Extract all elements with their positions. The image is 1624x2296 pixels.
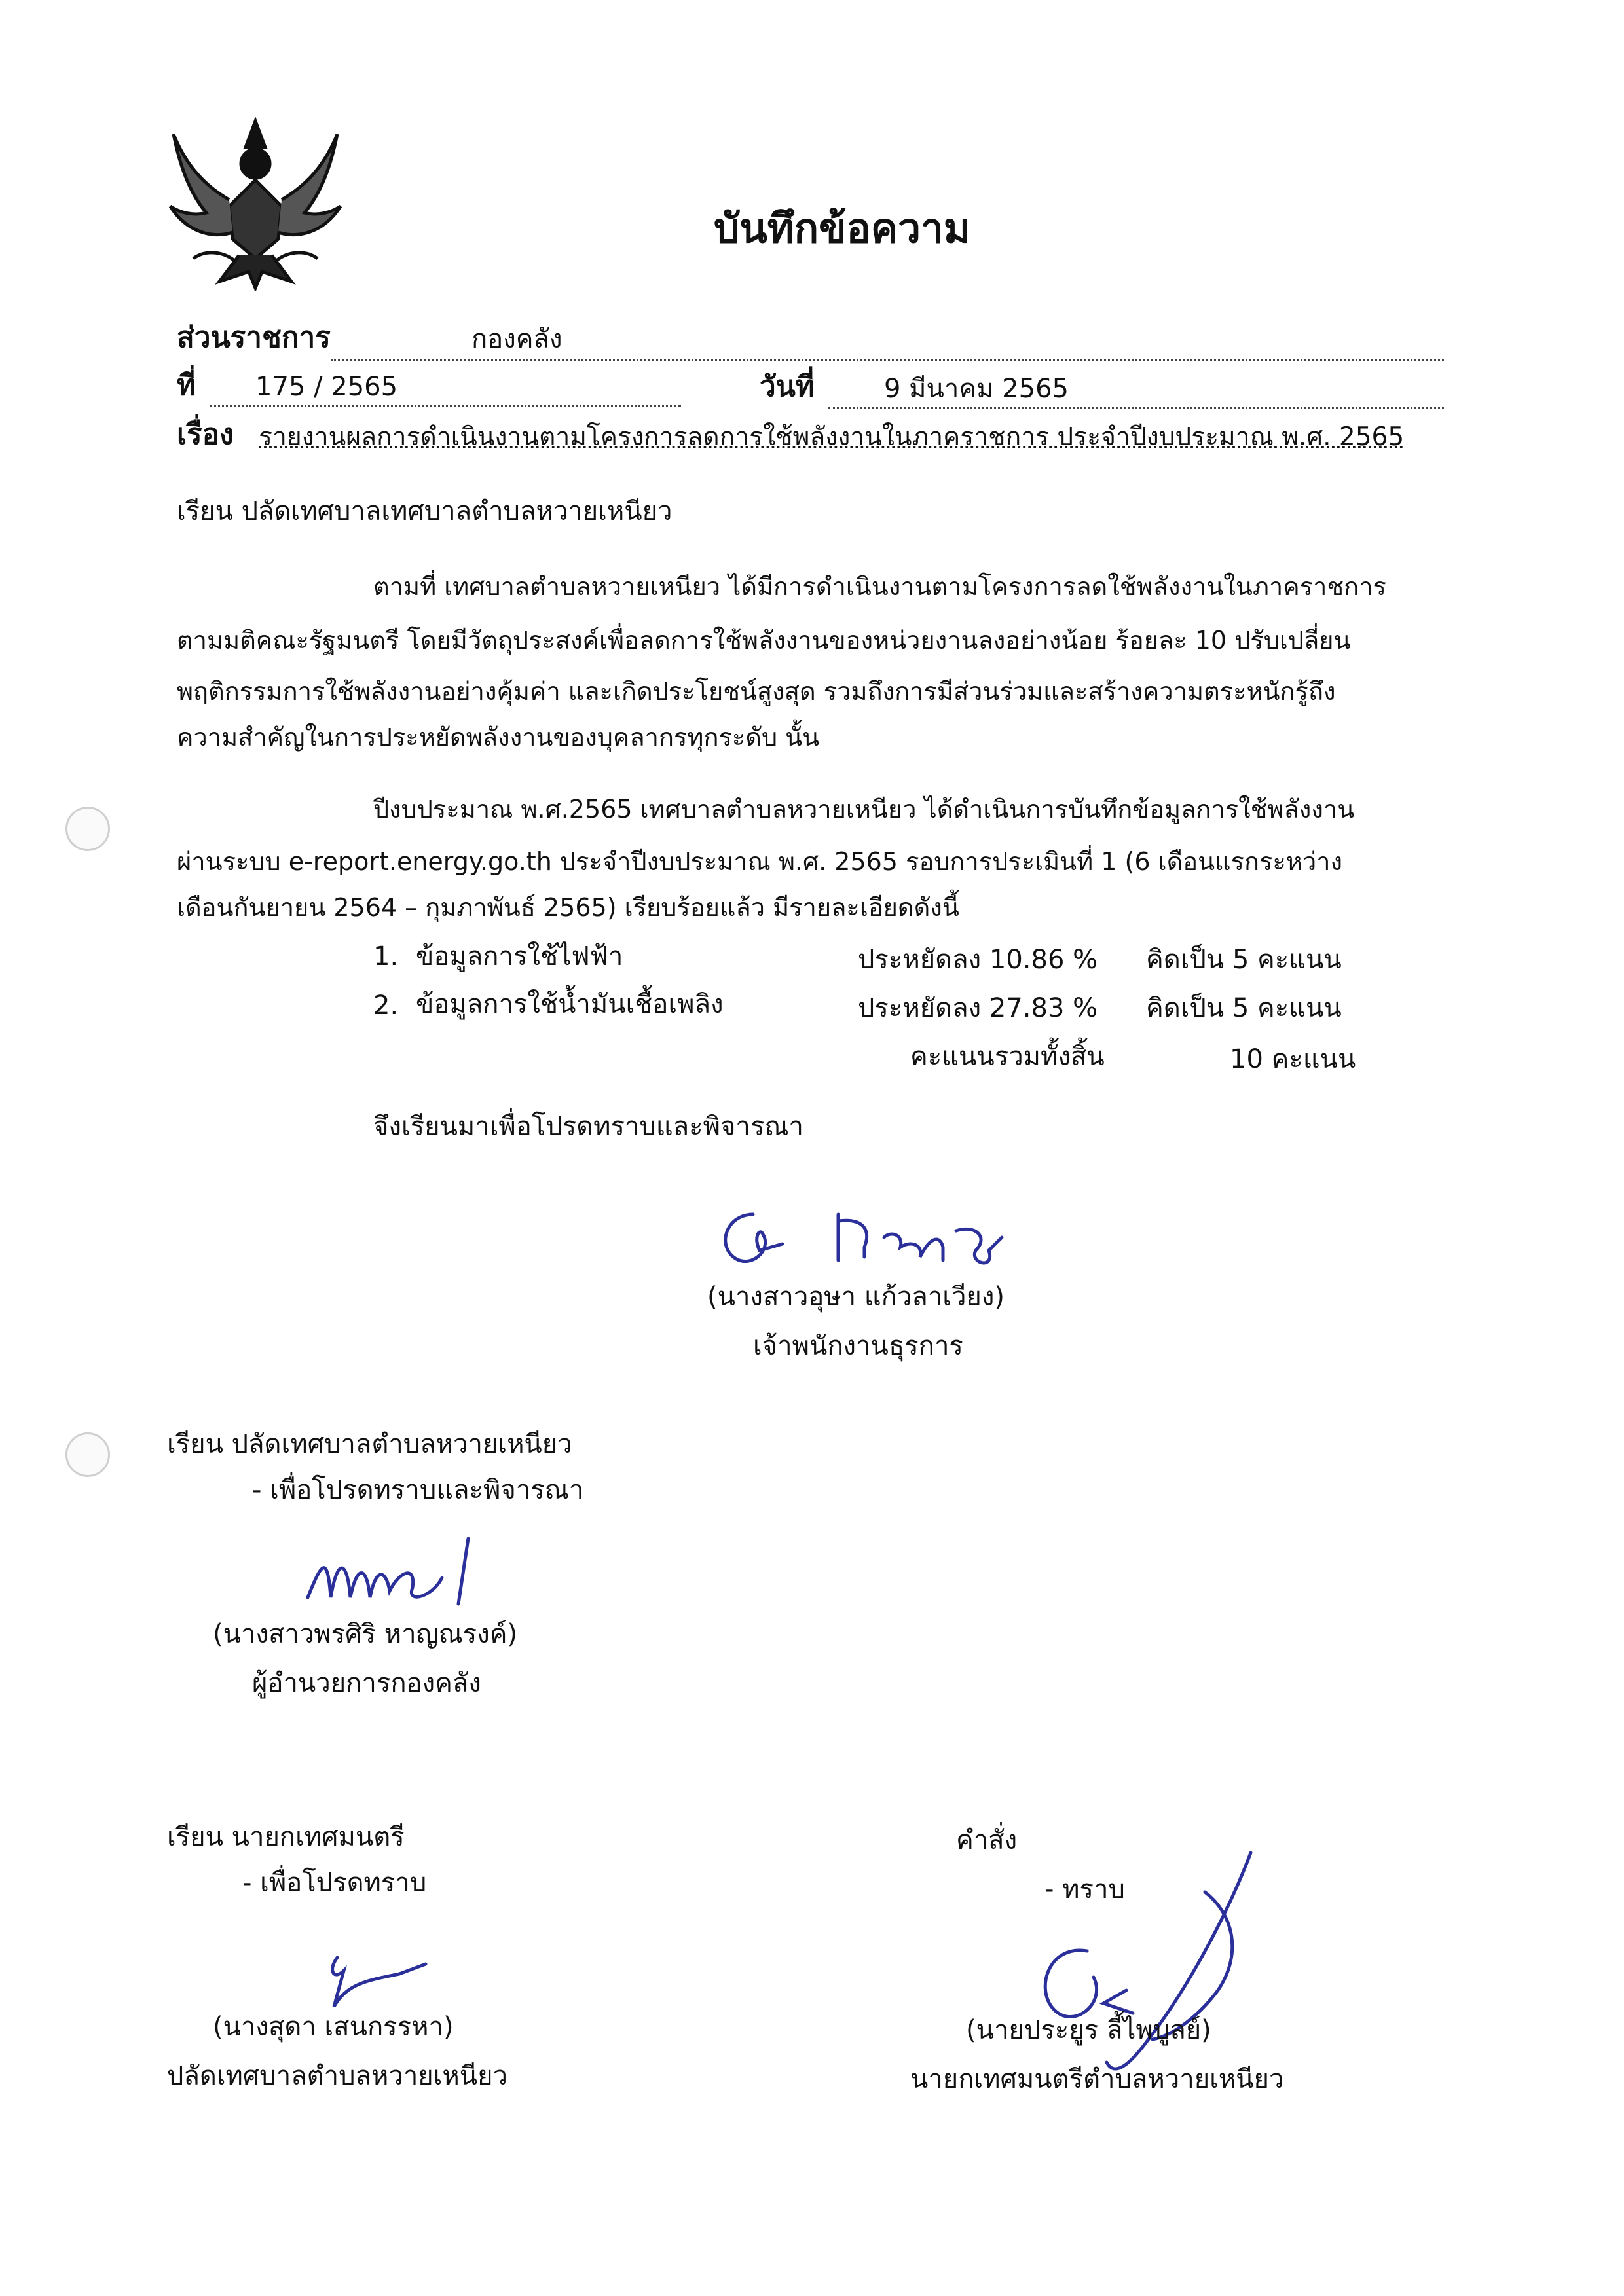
garuda-emblem xyxy=(167,108,344,291)
signer3-position: ปลัดเทศบาลตำบลหวายเหนียว xyxy=(167,2061,508,2091)
signature-1 xyxy=(714,1198,1015,1283)
document-date: 9 มีนาคม 2565 xyxy=(884,374,1069,404)
signer3-name: (นางสุดา เสนกรรหา) xyxy=(213,2012,454,2042)
total-value: 10 คะแนน xyxy=(1230,1044,1356,1074)
note3-to: เรียน นายกเทศมนตรี xyxy=(167,1822,405,1852)
dept-value: กองคลัง xyxy=(471,324,563,354)
para2-line2: ผ่านระบบ e-report.energy.go.th ประจำปีงบประมาณ พ.ศ. 2565 รอบการประเมินที่ 1 (6 เดือนแรกระหว่าง xyxy=(177,847,1343,876)
signer2-position: ผู้อำนวยการกองคลัง xyxy=(252,1668,481,1698)
memo-title: บันทึกข้อความ xyxy=(714,204,970,252)
item-1-saving: ประหยัดลง 10.86 % xyxy=(858,945,1098,975)
note3-bullet: - เพื่อโปรดทราบ xyxy=(242,1868,427,1898)
subject-value: รายงานผลการดำเนินงานตามโครงการลดการใช้พลังงานในภาคราชการ ประจำปีงบประมาณ พ.ศ. 2565 xyxy=(259,422,1405,452)
para1-line2: ตามมติคณะรัฐมนตรี โดยมีวัตถุประสงค์เพื่อลดการใช้พลังงานของหน่วยงานลงอย่างน้อย ร้อยละ 10 ปรับเปลี่ยน xyxy=(177,626,1351,655)
item-2-saving: ประหยัดลง 27.83 % xyxy=(858,993,1098,1023)
total-label: คะแนนรวมทั้งสิ้น xyxy=(910,1042,1105,1072)
order-label: คำสั่ง xyxy=(956,1825,1018,1855)
item-1-number: 1. xyxy=(373,941,399,972)
punch-hole-top xyxy=(65,807,110,851)
item-1-score: คิดเป็น 5 คะแนน xyxy=(1146,945,1342,975)
signer1-position: เจ้าพนักงานธุรการ xyxy=(753,1331,963,1361)
closing-line: จึงเรียนมาเพื่อโปรดทราบและพิจารณา xyxy=(373,1112,803,1142)
date-dotted-line xyxy=(828,407,1444,409)
item-2-label: ข้อมูลการใช้น้ำมันเชื้อเพลิง xyxy=(416,989,724,1019)
order-bullet: - ทราบ xyxy=(1044,1874,1125,1904)
signer4-position: นายกเทศมนตรีตำบลหวายเหนียว xyxy=(910,2064,1284,2094)
item-2-number: 2. xyxy=(373,991,399,1021)
signer1-name: (นางสาวอุษา แก้วลาเวียง) xyxy=(707,1282,1005,1312)
no-dotted-line xyxy=(210,405,681,407)
dept-label: ส่วนราชการ xyxy=(177,321,331,354)
item-1-label: ข้อมูลการใช้ไฟฟ้า xyxy=(416,941,623,972)
document-number: 175 / 2565 xyxy=(255,372,398,402)
note2-bullet: - เพื่อโปรดทราบและพิจารณา xyxy=(252,1475,584,1505)
signer2-name: (นางสาวพรศิริ หาญณรงค์) xyxy=(213,1619,518,1649)
date-label: วันที่ xyxy=(760,370,815,403)
subject-label: เรื่อง xyxy=(177,418,234,451)
signature-3 xyxy=(308,1944,439,2016)
salutation: เรียน ปลัดเทศบาลเทศบาลตำบลหวายเหนียว xyxy=(177,496,673,526)
para1-line4: ความสำคัญในการประหยัดพลังงานของบุคลากรทุกระดับ นั้น xyxy=(177,723,820,752)
dept-dotted-line xyxy=(331,359,1444,361)
para1-line1: ตามที่ เทศบาลตำบลหวายเหนียว ได้มีการดำเนินงานตามโครงการลดใช้พลังงานในภาคราชการ xyxy=(373,572,1386,601)
no-label: ที่ xyxy=(177,369,196,402)
note2-to: เรียน ปลัดเทศบาลตำบลหวายเหนียว xyxy=(167,1429,572,1459)
signer4-name: (นายประยูร ลี้ไพบูลย์) xyxy=(966,2015,1211,2045)
para2-line1: ปีงบประมาณ พ.ศ.2565 เทศบาลตำบลหวายเหนียว ได้ดำเนินการบันทึกข้อมูลการใช้พลังงาน xyxy=(373,795,1355,824)
signature-2 xyxy=(301,1525,485,1617)
para1-line3: พฤติกรรมการใช้พลังงานอย่างคุ้มค่า และเกิดประโยชน์สูงสุด รวมถึงการมีส่วนร่วมและสร้างความตระหนักรู้ถึง xyxy=(177,677,1336,706)
para2-line3: เดือนกันยายน 2564 – กุมภาพันธ์ 2565) เรียบร้อยแล้ว มีรายละเอียดดังนี้ xyxy=(177,893,959,922)
item-2-score: คิดเป็น 5 คะแนน xyxy=(1146,993,1342,1023)
punch-hole-bottom xyxy=(65,1432,110,1477)
